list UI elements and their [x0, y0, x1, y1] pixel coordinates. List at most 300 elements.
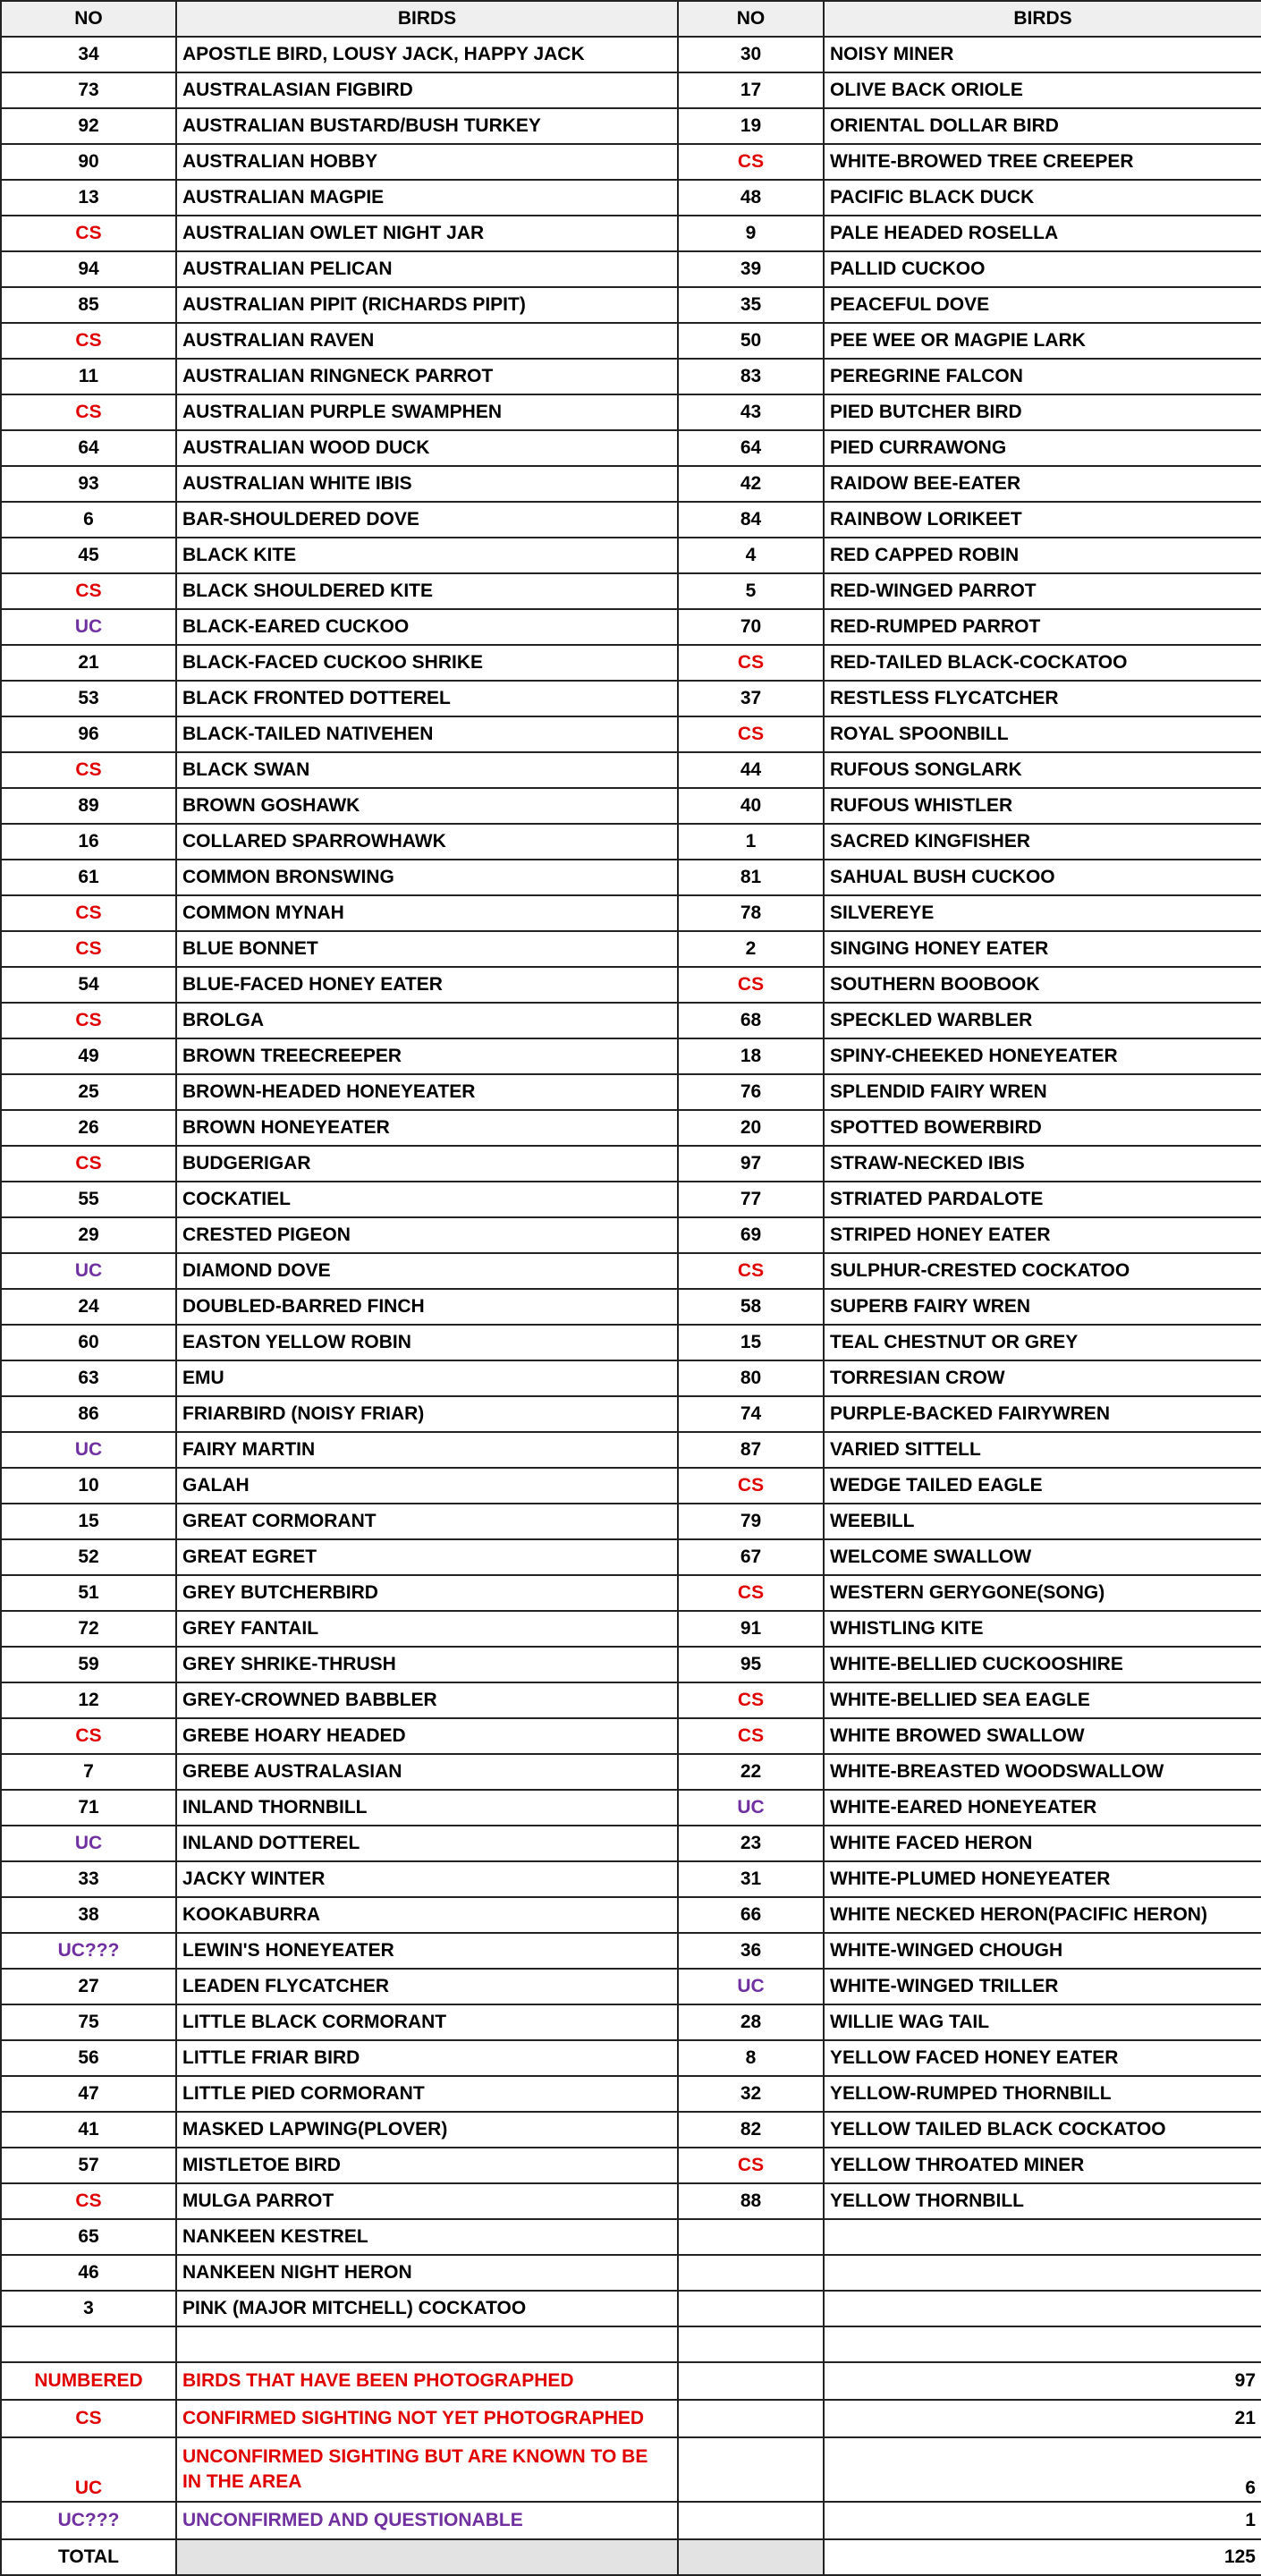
- bird-number-right: 77: [678, 1182, 824, 1217]
- bird-number-left: 55: [1, 1182, 176, 1217]
- table-row: [1, 538, 1261, 573]
- bird-name-right: RUFOUS WHISTLER: [824, 788, 1261, 824]
- bird-name-right: STRAW-NECKED IBIS: [824, 1146, 1261, 1182]
- bird-name-right: [824, 2255, 1261, 2291]
- legend-description: UNCONFIRMED AND QUESTIONABLE: [176, 2502, 678, 2539]
- bird-number-left: 21: [1, 645, 176, 681]
- legend-code: NUMBERED: [1, 2362, 176, 2400]
- bird-number-left: 27: [1, 1969, 176, 2004]
- bird-number-right: 31: [678, 1861, 824, 1897]
- legend-description: BIRDS THAT HAVE BEEN PHOTOGRAPHED: [176, 2362, 678, 2400]
- bird-number-right: 68: [678, 1003, 824, 1038]
- table-row: [1, 1969, 1261, 2004]
- table-row: [1, 1826, 1261, 1861]
- bird-number-right: 83: [678, 359, 824, 394]
- bird-name-left: BLACK SWAN: [176, 752, 678, 788]
- bird-number-left: 71: [1, 1790, 176, 1826]
- table-row: [1, 1754, 1261, 1790]
- table-row: [1, 1146, 1261, 1182]
- bird-name-right: RED CAPPED ROBIN: [824, 538, 1261, 573]
- bird-number-left: 34: [1, 37, 176, 72]
- bird-number-right: 80: [678, 1360, 824, 1396]
- bird-number-left: 96: [1, 716, 176, 752]
- bird-name-left: GREY SHRIKE-THRUSH: [176, 1647, 678, 1682]
- bird-number-right: CS: [678, 1575, 824, 1611]
- bird-number-left: 13: [1, 180, 176, 216]
- bird-name-right: WHISTLING KITE: [824, 1611, 1261, 1647]
- bird-number-left: 92: [1, 108, 176, 144]
- bird-name-left: COCKATIEL: [176, 1182, 678, 1217]
- bird-name-left: BROWN-HEADED HONEYEATER: [176, 1074, 678, 1110]
- bird-name-left: LEWIN'S HONEYEATER: [176, 1933, 678, 1969]
- bird-name-left: FRIARBIRD (NOISY FRIAR): [176, 1396, 678, 1432]
- table-row: [1, 1611, 1261, 1647]
- bird-name-left: LEADEN FLYCATCHER: [176, 1969, 678, 2004]
- empty-cell: [1, 2326, 176, 2362]
- table-row: [1, 860, 1261, 895]
- legend-count: 6: [824, 2437, 1261, 2502]
- table-row: [1, 466, 1261, 502]
- bird-name-right: SINGING HONEY EATER: [824, 931, 1261, 967]
- bird-name-right: PEREGRINE FALCON: [824, 359, 1261, 394]
- table-row: [1, 251, 1261, 287]
- bird-name-right: WHITE BROWED SWALLOW: [824, 1718, 1261, 1754]
- bird-name-left: AUSTRALIAN PIPIT (RICHARDS PIPIT): [176, 287, 678, 323]
- bird-name-right: [824, 2219, 1261, 2255]
- bird-name-right: WHITE-PLUMED HONEYEATER: [824, 1861, 1261, 1897]
- bird-name-left: BLACK SHOULDERED KITE: [176, 573, 678, 609]
- bird-name-left: BLUE-FACED HONEY EATER: [176, 967, 678, 1003]
- bird-name-right: SPOTTED BOWERBIRD: [824, 1110, 1261, 1146]
- table-row: [1, 2076, 1261, 2112]
- bird-number-left: 6: [1, 502, 176, 538]
- bird-number-left: 63: [1, 1360, 176, 1396]
- bird-name-right: PIED BUTCHER BIRD: [824, 394, 1261, 430]
- bird-number-right: CS: [678, 2148, 824, 2183]
- bird-number-right: 95: [678, 1647, 824, 1682]
- bird-number-left: CS: [1, 216, 176, 251]
- bird-number-left: UC: [1, 1826, 176, 1861]
- table-row: [1, 1468, 1261, 1504]
- table-row: [1, 716, 1261, 752]
- bird-name-right: NOISY MINER: [824, 37, 1261, 72]
- bird-number-right: 91: [678, 1611, 824, 1647]
- bird-number-right: 39: [678, 251, 824, 287]
- bird-name-left: BLUE BONNET: [176, 931, 678, 967]
- bird-name-left: AUSTRALIAN RAVEN: [176, 323, 678, 359]
- header-row: [1, 1, 1261, 37]
- bird-number-left: UC: [1, 1432, 176, 1468]
- bird-name-right: TORRESIAN CROW: [824, 1360, 1261, 1396]
- table-row: [1, 1682, 1261, 1718]
- bird-name-left: COLLARED SPARROWHAWK: [176, 824, 678, 860]
- bird-number-left: 12: [1, 1682, 176, 1718]
- bird-number-left: 53: [1, 681, 176, 716]
- bird-name-left: DOUBLED-BARRED FINCH: [176, 1289, 678, 1325]
- bird-number-right: 81: [678, 860, 824, 895]
- table-row: [1, 895, 1261, 931]
- bird-name-left: BAR-SHOULDERED DOVE: [176, 502, 678, 538]
- bird-name-left: EASTON YELLOW ROBIN: [176, 1325, 678, 1360]
- bird-number-left: 61: [1, 860, 176, 895]
- bird-number-left: 15: [1, 1504, 176, 1539]
- legend-description: CONFIRMED SIGHTING NOT YET PHOTOGRAPHED: [176, 2400, 678, 2437]
- table-row: [1, 1861, 1261, 1897]
- bird-number-right: [678, 2291, 824, 2326]
- bird-name-right: WHITE NECKED HERON(PACIFIC HERON): [824, 1897, 1261, 1933]
- bird-number-left: 41: [1, 2112, 176, 2148]
- bird-name-left: AUSTRALIAN PELICAN: [176, 251, 678, 287]
- bird-number-left: 73: [1, 72, 176, 108]
- table-row: [1, 1038, 1261, 1074]
- legend-row: [1, 2437, 1261, 2502]
- bird-number-left: CS: [1, 752, 176, 788]
- bird-name-right: YELLOW THORNBILL: [824, 2183, 1261, 2219]
- bird-name-right: PALE HEADED ROSELLA: [824, 216, 1261, 251]
- bird-name-left: AUSTRALIAN RINGNECK PARROT: [176, 359, 678, 394]
- empty-cell: [678, 2502, 824, 2539]
- empty-cell: [678, 2400, 824, 2437]
- total-count: 125: [824, 2539, 1261, 2575]
- bird-name-right: WILLIE WAG TAIL: [824, 2004, 1261, 2040]
- bird-number-right: 78: [678, 895, 824, 931]
- bird-name-left: BUDGERIGAR: [176, 1146, 678, 1182]
- bird-name-right: PEACEFUL DOVE: [824, 287, 1261, 323]
- bird-name-left: AUSTRALIAN OWLET NIGHT JAR: [176, 216, 678, 251]
- total-row: [1, 2539, 1261, 2575]
- bird-name-right: PALLID CUCKOO: [824, 251, 1261, 287]
- bird-name-right: SPECKLED WARBLER: [824, 1003, 1261, 1038]
- empty-cell: [678, 2326, 824, 2362]
- legend-description: UNCONFIRMED SIGHTING BUT ARE KNOWN TO BE IN THE AREA: [176, 2437, 678, 2502]
- bird-number-right: 5: [678, 573, 824, 609]
- bird-number-left: 33: [1, 1861, 176, 1897]
- bird-number-right: 58: [678, 1289, 824, 1325]
- bird-number-left: 72: [1, 1611, 176, 1647]
- table-row: [1, 1396, 1261, 1432]
- bird-number-right: 28: [678, 2004, 824, 2040]
- table-row: [1, 573, 1261, 609]
- bird-number-right: 74: [678, 1396, 824, 1432]
- bird-name-left: INLAND DOTTEREL: [176, 1826, 678, 1861]
- bird-number-right: CS: [678, 144, 824, 180]
- bird-number-right: 36: [678, 1933, 824, 1969]
- bird-number-left: 85: [1, 287, 176, 323]
- table-row: [1, 1289, 1261, 1325]
- bird-number-right: [678, 2219, 824, 2255]
- bird-name-left: BLACK-EARED CUCKOO: [176, 609, 678, 645]
- table-row: [1, 430, 1261, 466]
- bird-number-left: 65: [1, 2219, 176, 2255]
- bird-name-right: WEEBILL: [824, 1504, 1261, 1539]
- bird-name-left: APOSTLE BIRD, LOUSY JACK, HAPPY JACK: [176, 37, 678, 72]
- bird-number-right: 1: [678, 824, 824, 860]
- bird-name-left: AUSTRALIAN HOBBY: [176, 144, 678, 180]
- bird-number-right: 4: [678, 538, 824, 573]
- bird-number-left: 89: [1, 788, 176, 824]
- bird-number-right: 97: [678, 1146, 824, 1182]
- bird-number-right: 19: [678, 108, 824, 144]
- bird-name-left: BLACK-FACED CUCKOO SHRIKE: [176, 645, 678, 681]
- bird-number-right: CS: [678, 1718, 824, 1754]
- bird-number-right: 50: [678, 323, 824, 359]
- bird-number-left: CS: [1, 895, 176, 931]
- bird-number-right: 32: [678, 2076, 824, 2112]
- bird-name-right: PURPLE-BACKED FAIRYWREN: [824, 1396, 1261, 1432]
- bird-name-left: NANKEEN KESTREL: [176, 2219, 678, 2255]
- legend-code: UC: [1, 2437, 176, 2502]
- bird-number-left: 54: [1, 967, 176, 1003]
- bird-number-right: 42: [678, 466, 824, 502]
- bird-number-left: 45: [1, 538, 176, 573]
- bird-number-left: 16: [1, 824, 176, 860]
- table-row: [1, 287, 1261, 323]
- table-row: [1, 609, 1261, 645]
- bird-number-left: CS: [1, 931, 176, 967]
- table-row: [1, 2219, 1261, 2255]
- bird-name-right: WHITE-WINGED CHOUGH: [824, 1933, 1261, 1969]
- bird-number-left: 57: [1, 2148, 176, 2183]
- bird-name-left: BLACK KITE: [176, 538, 678, 573]
- bird-name-left: PINK (MAJOR MITCHELL) COCKATOO: [176, 2291, 678, 2326]
- bird-name-left: COMMON MYNAH: [176, 895, 678, 931]
- bird-number-right: 40: [678, 788, 824, 824]
- bird-number-left: CS: [1, 2183, 176, 2219]
- table-row: [1, 2112, 1261, 2148]
- bird-number-left: 60: [1, 1325, 176, 1360]
- bird-name-left: KOOKABURRA: [176, 1897, 678, 1933]
- bird-number-left: UC???: [1, 1933, 176, 1969]
- bird-name-right: STRIPED HONEY EATER: [824, 1217, 1261, 1253]
- table-row: [1, 2004, 1261, 2040]
- spacer-row: [1, 2326, 1261, 2362]
- bird-number-right: CS: [678, 1468, 824, 1504]
- bird-number-right: 66: [678, 1897, 824, 1933]
- bird-name-left: JACKY WINTER: [176, 1861, 678, 1897]
- total-label: TOTAL: [1, 2539, 176, 2575]
- bird-number-left: 24: [1, 1289, 176, 1325]
- bird-name-left: CRESTED PIGEON: [176, 1217, 678, 1253]
- bird-number-right: CS: [678, 967, 824, 1003]
- bird-name-left: BROWN GOSHAWK: [176, 788, 678, 824]
- bird-number-right: 70: [678, 609, 824, 645]
- bird-name-left: GALAH: [176, 1468, 678, 1504]
- table-row: [1, 216, 1261, 251]
- table-row: [1, 1539, 1261, 1575]
- bird-name-right: SUPERB FAIRY WREN: [824, 1289, 1261, 1325]
- bird-number-left: 49: [1, 1038, 176, 1074]
- table-row: [1, 2148, 1261, 2183]
- bird-number-right: 48: [678, 180, 824, 216]
- table-row: [1, 1360, 1261, 1396]
- bird-name-left: AUSTRALIAN WHITE IBIS: [176, 466, 678, 502]
- bird-name-right: STRIATED PARDALOTE: [824, 1182, 1261, 1217]
- bird-name-left: GREY FANTAIL: [176, 1611, 678, 1647]
- bird-number-right: 87: [678, 1432, 824, 1468]
- bird-number-left: 94: [1, 251, 176, 287]
- bird-name-left: BROWN HONEYEATER: [176, 1110, 678, 1146]
- bird-number-left: 47: [1, 2076, 176, 2112]
- bird-number-right: 20: [678, 1110, 824, 1146]
- table-row: [1, 1182, 1261, 1217]
- bird-number-left: 93: [1, 466, 176, 502]
- table-row: [1, 2183, 1261, 2219]
- bird-number-right: 22: [678, 1754, 824, 1790]
- legend-row: [1, 2362, 1261, 2400]
- bird-name-left: BLACK-TAILED NATIVEHEN: [176, 716, 678, 752]
- table-row: [1, 645, 1261, 681]
- bird-number-right: 79: [678, 1504, 824, 1539]
- bird-number-left: CS: [1, 1003, 176, 1038]
- bird-name-right: RAIDOW BEE-EATER: [824, 466, 1261, 502]
- bird-name-right: VARIED SITTELL: [824, 1432, 1261, 1468]
- bird-number-left: 86: [1, 1396, 176, 1432]
- empty-cell: [824, 2326, 1261, 2362]
- table-row: [1, 180, 1261, 216]
- table-row: [1, 967, 1261, 1003]
- bird-name-right: OLIVE BACK ORIOLE: [824, 72, 1261, 108]
- bird-name-right: WHITE-BREASTED WOODSWALLOW: [824, 1754, 1261, 1790]
- bird-number-right: CS: [678, 716, 824, 752]
- table-row: [1, 1897, 1261, 1933]
- bird-name-right: PACIFIC BLACK DUCK: [824, 180, 1261, 216]
- bird-name-left: BLACK FRONTED DOTTEREL: [176, 681, 678, 716]
- bird-name-right: WHITE-BELLIED SEA EAGLE: [824, 1682, 1261, 1718]
- table-row: [1, 1933, 1261, 1969]
- bird-name-right: SACRED KINGFISHER: [824, 824, 1261, 860]
- table-row: [1, 1325, 1261, 1360]
- bird-number-left: CS: [1, 323, 176, 359]
- table-row: [1, 788, 1261, 824]
- bird-number-left: CS: [1, 1146, 176, 1182]
- bird-number-left: 25: [1, 1074, 176, 1110]
- bird-name-left: FAIRY MARTIN: [176, 1432, 678, 1468]
- bird-name-right: YELLOW FACED HONEY EATER: [824, 2040, 1261, 2076]
- bird-number-left: 51: [1, 1575, 176, 1611]
- bird-name-left: LITTLE FRIAR BIRD: [176, 2040, 678, 2076]
- empty-cell: [678, 2539, 824, 2575]
- bird-name-left: MULGA PARROT: [176, 2183, 678, 2219]
- header-no-right: NO: [678, 1, 824, 37]
- bird-number-left: 46: [1, 2255, 176, 2291]
- bird-name-right: RESTLESS FLYCATCHER: [824, 681, 1261, 716]
- empty-cell: [678, 2362, 824, 2400]
- table-row: [1, 1575, 1261, 1611]
- table-row: [1, 931, 1261, 967]
- bird-name-right: WHITE-BROWED TREE CREEPER: [824, 144, 1261, 180]
- table-row: [1, 1432, 1261, 1468]
- bird-number-right: 88: [678, 2183, 824, 2219]
- bird-name-right: WELCOME SWALLOW: [824, 1539, 1261, 1575]
- bird-name-left: AUSTRALIAN PURPLE SWAMPHEN: [176, 394, 678, 430]
- bird-number-right: 37: [678, 681, 824, 716]
- legend-count: 21: [824, 2400, 1261, 2437]
- bird-number-right: UC: [678, 1969, 824, 2004]
- table-row: [1, 37, 1261, 72]
- legend-row: [1, 2502, 1261, 2539]
- header-birds-right: BIRDS: [824, 1, 1261, 37]
- bird-number-right: [678, 2255, 824, 2291]
- table-row: [1, 108, 1261, 144]
- bird-number-right: CS: [678, 1682, 824, 1718]
- bird-name-right: SPINY-CHEEKED HONEYEATER: [824, 1038, 1261, 1074]
- bird-name-left: MASKED LAPWING(PLOVER): [176, 2112, 678, 2148]
- bird-number-right: 17: [678, 72, 824, 108]
- table-row: [1, 824, 1261, 860]
- bird-name-left: GREAT EGRET: [176, 1539, 678, 1575]
- table-row: [1, 502, 1261, 538]
- bird-name-right: [824, 2291, 1261, 2326]
- legend-code: CS: [1, 2400, 176, 2437]
- legend-row: [1, 2400, 1261, 2437]
- table-row: [1, 1217, 1261, 1253]
- bird-name-left: MISTLETOE BIRD: [176, 2148, 678, 2183]
- bird-name-right: WHITE-WINGED TRILLER: [824, 1969, 1261, 2004]
- bird-name-left: GREBE AUSTRALASIAN: [176, 1754, 678, 1790]
- table-row: [1, 2255, 1261, 2291]
- bird-number-right: CS: [678, 645, 824, 681]
- bird-name-right: YELLOW THROATED MINER: [824, 2148, 1261, 2183]
- bird-number-right: 35: [678, 287, 824, 323]
- bird-number-left: UC: [1, 609, 176, 645]
- bird-name-left: AUSTRALIAN BUSTARD/BUSH TURKEY: [176, 108, 678, 144]
- bird-name-right: WHITE-EARED HONEYEATER: [824, 1790, 1261, 1826]
- table-row: [1, 323, 1261, 359]
- bird-name-left: AUSTRALIAN WOOD DUCK: [176, 430, 678, 466]
- table-row: [1, 1074, 1261, 1110]
- header-no-left: NO: [1, 1, 176, 37]
- bird-number-left: CS: [1, 394, 176, 430]
- bird-number-right: 23: [678, 1826, 824, 1861]
- bird-name-right: RED-RUMPED PARROT: [824, 609, 1261, 645]
- bird-number-right: 67: [678, 1539, 824, 1575]
- bird-name-right: RUFOUS SONGLARK: [824, 752, 1261, 788]
- bird-name-right: SILVEREYE: [824, 895, 1261, 931]
- table-row: [1, 752, 1261, 788]
- bird-number-left: 11: [1, 359, 176, 394]
- legend-code: UC???: [1, 2502, 176, 2539]
- bird-name-left: DIAMOND DOVE: [176, 1253, 678, 1289]
- bird-number-left: 7: [1, 1754, 176, 1790]
- bird-name-left: BROWN TREECREEPER: [176, 1038, 678, 1074]
- bird-number-left: 75: [1, 2004, 176, 2040]
- table-row: [1, 1253, 1261, 1289]
- bird-number-right: 15: [678, 1325, 824, 1360]
- bird-number-right: 8: [678, 2040, 824, 2076]
- bird-name-left: COMMON BRONSWING: [176, 860, 678, 895]
- bird-number-right: UC: [678, 1790, 824, 1826]
- bird-name-right: SOUTHERN BOOBOOK: [824, 967, 1261, 1003]
- bird-name-right: SULPHUR-CRESTED COCKATOO: [824, 1253, 1261, 1289]
- bird-name-right: PEE WEE OR MAGPIE LARK: [824, 323, 1261, 359]
- bird-name-right: RED-TAILED BLACK-COCKATOO: [824, 645, 1261, 681]
- bird-number-right: 69: [678, 1217, 824, 1253]
- table-row: [1, 1504, 1261, 1539]
- bird-number-left: 3: [1, 2291, 176, 2326]
- empty-cell: [678, 2437, 824, 2502]
- bird-name-left: GREY BUTCHERBIRD: [176, 1575, 678, 1611]
- bird-number-left: 29: [1, 1217, 176, 1253]
- bird-name-right: SAHUAL BUSH CUCKOO: [824, 860, 1261, 895]
- bird-number-right: 2: [678, 931, 824, 967]
- bird-number-left: UC: [1, 1253, 176, 1289]
- bird-number-left: CS: [1, 1718, 176, 1754]
- bird-name-right: WHITE FACED HERON: [824, 1826, 1261, 1861]
- bird-name-right: SPLENDID FAIRY WREN: [824, 1074, 1261, 1110]
- table-row: [1, 144, 1261, 180]
- bird-name-right: YELLOW-RUMPED THORNBILL: [824, 2076, 1261, 2112]
- bird-name-right: WEDGE TAILED EAGLE: [824, 1468, 1261, 1504]
